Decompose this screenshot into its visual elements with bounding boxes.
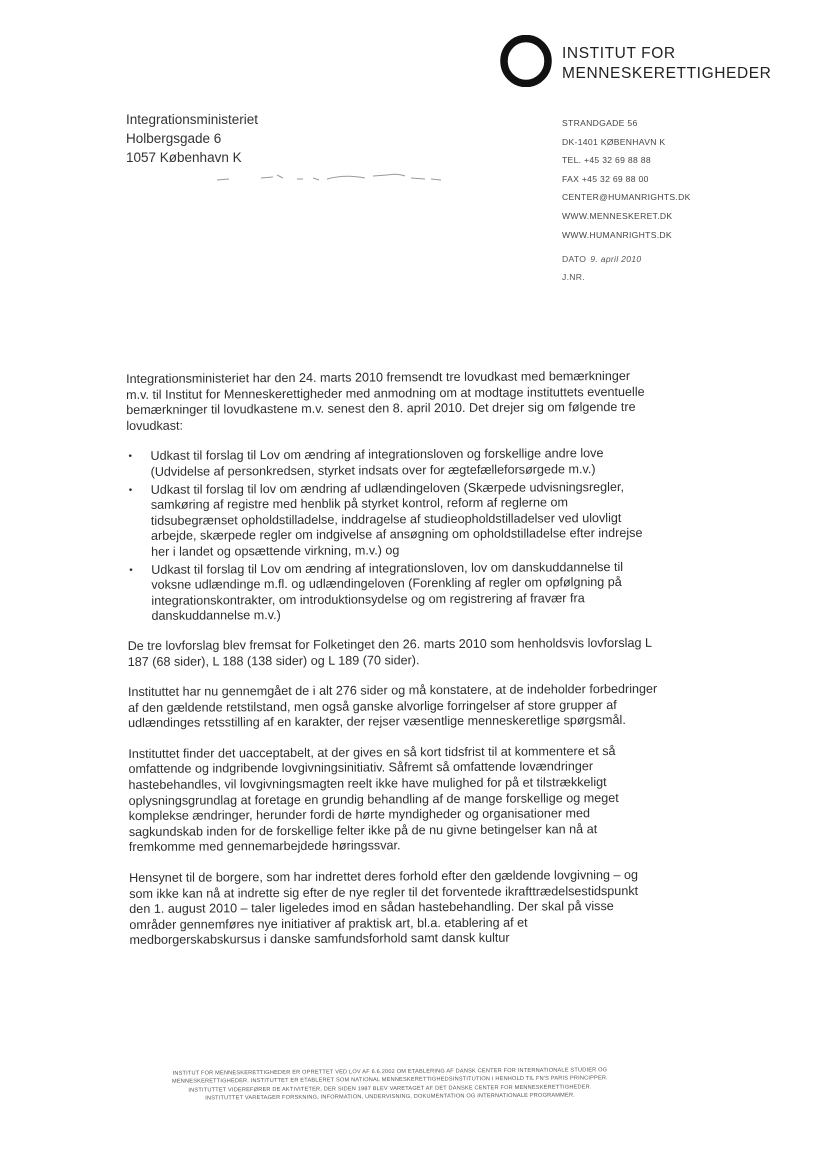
list-item — [128, 446, 656, 480]
sender-city: DK-1401 KØBENHAVN K — [562, 136, 666, 147]
institute-name-line2: MENNESKERETTIGHEDER — [562, 65, 772, 82]
jnr-label: J.NR. — [562, 272, 585, 282]
sender-fax: FAX +45 32 69 88 00 — [562, 173, 649, 184]
scan-artifact — [215, 170, 445, 191]
letter-body — [126, 369, 660, 964]
footer-line: INSTITUT FOR MENNESKERETTIGHEDER ER OPRETTET VED LOV AF 6.6.2002 OM ETABLERING AF DANSK CENTER FOR INTERNATIONALE STUDIER OG — [172, 1067, 608, 1077]
sender-phone: TEL. +45 32 69 88 88 — [562, 155, 651, 166]
body-paragraph: De tre lovforslag blev fremsat for Folketinget den 26. marts 2010 som henholdsvis lovforslag L 187 (68 sider), L 188 (138 sider) og L 189 (70 sider). — [127, 635, 652, 669]
sender-street: STRANDGADE 56 — [562, 118, 638, 128]
recipient-line: Holbergsgade 6 — [126, 131, 222, 146]
ring-logo-icon — [500, 35, 552, 87]
letter-meta — [562, 250, 641, 286]
recipient-line: Integrationsministeriet — [126, 112, 259, 127]
body-paragraph: Hensynet til de borgere, som har indrettet deres forhold efter den gældende lovgivning – og som ikke kan nå at indrette sig efter de nye regler til det forventede ikrafttrædelsestidspunkt den 1. august 2010 – taler ligeledes imod en sådan hastebehandling. Der skal på visse områder gennemføres nye initiativer af praktisk art, bl.a. etablering af et medborgerskabskursus i danske samfundsforhold samt dansk kultur — [129, 867, 639, 948]
list-item-text: Udkast til forslag til Lov om ændring af integrationsloven og forskellige andre love (Udvidelse af personkredsen, styrket indsats over for ægtefælleforsørgede m.v.) — [150, 446, 604, 479]
date-label: DATO — [562, 254, 587, 264]
sender-contact-block — [562, 114, 691, 244]
bullet-icon: • — [129, 564, 133, 576]
recipient-line: 1057 København K — [126, 150, 242, 165]
footer-line: INSTITUTTET VIDEREFØRER DE AKTIVITETER, DER SIDEN 1987 BLEV VARETAGET AF DET DANSKE CENTER FOR MENNESKERETTIGHEDER. — [188, 1084, 592, 1094]
date-value: 9. april 2010 — [590, 254, 642, 264]
institute-name — [562, 44, 771, 84]
bullet-icon: • — [128, 451, 133, 463]
bullet-icon: • — [128, 484, 133, 496]
body-paragraph: Instituttet har nu gennemgået de i alt 276 sider og må konstatere, at de indeholder forbedringer af den gældende retstilstand, men også ganske alvorlige forringelser af store grupper af udlændinges retsstilling af en karakter, der rejser væsentlige menneskeretlige spørgsmål. — [127, 681, 658, 731]
footer-line: MENNESKERETTIGHEDER. INSTITUTTET ER ETABLERET SOM NATIONAL MENNESKERETTIGHEDSINSTITUTION I HENHOLD TIL FN'S PARIS PRINCIPPER. — [171, 1075, 608, 1086]
list-item-text: Udkast til forslag til lov om ændring af udlændingeloven (Skærpede udvisningsregler, samkøring af registre med henblik på styrket kontrol, reform af reglerne om tidsubegrænset opholdstilladelse, inddragelse af studieopholdstilladelser ved ulovligt arbejde, skærpede regler om indgivelse af ansøgning om opholdstilladelse efter indrejse her i landet og opsættende virkning, m.v.) og — [150, 479, 643, 559]
sender-email: CENTER@HUMANRIGHTS.DK — [562, 192, 691, 203]
sender-website: WWW.HUMANRIGHTS.DK — [562, 229, 672, 240]
sender-website: WWW.MENNESKERET.DK — [562, 210, 673, 221]
footer-line: INSTITUTTET VARETAGER FORSKNING, INFORMATION, UNDERVISNING, DOKUMENTATION OG INTERNATIONALE PROGRAMMER. — [205, 1092, 575, 1102]
list-item-text: Udkast til forslag til Lov om ændring af integrationsloven, lov om danskuddannelse til voksne udlændinge m.fl. og udlændingeloven (Forenkling af regler om opfølgning på integrationskontrakter, om introduktionsydelse og om registrering af fravær fra danskuddannelse m.v.) — [151, 559, 624, 624]
list-item — [129, 559, 657, 624]
date-row — [562, 250, 641, 268]
list-item — [128, 479, 657, 560]
body-paragraph: Instituttet finder det uacceptabelt, at der gives en så kort tidsfrist til at kommentere et så omfattende og indgribende lovgivningsinitiativ. Såfremt så omfattende lovændringer hastebehandles, vil lovgivningsmagten reelt ikke have mulighed for på et tilstrækkeligt oplysningsgrundlag at foretage en grundig behandling af de mange forskellige og meget komplekse ændringer, herunder fordi de hørte myndigheder og organisationer med sagkundskab inden for de forskellige felter ikke på de nu givne betingelser kan nå at fremkomme med gennemarbejdede høringssvar. — [128, 743, 619, 855]
draft-bill-list — [126, 446, 657, 625]
institute-name-line1: INSTITUT FOR — [562, 45, 676, 62]
letter-footer — [110, 1066, 670, 1104]
institute-logo — [500, 35, 552, 87]
intro-paragraph: Integrationsministeriet har den 24. marts 2010 fremsendt tre lovudkast med bemærkninger m.v. til Institut for Menneskerettigheder med anmodning om at modtage instituttets eventuelle bemærkninger til lovudkastene m.v. senest den 8. april 2010. Det drejer sig om følgende tre lovudkast: — [126, 368, 645, 433]
recipient-address — [126, 110, 258, 167]
